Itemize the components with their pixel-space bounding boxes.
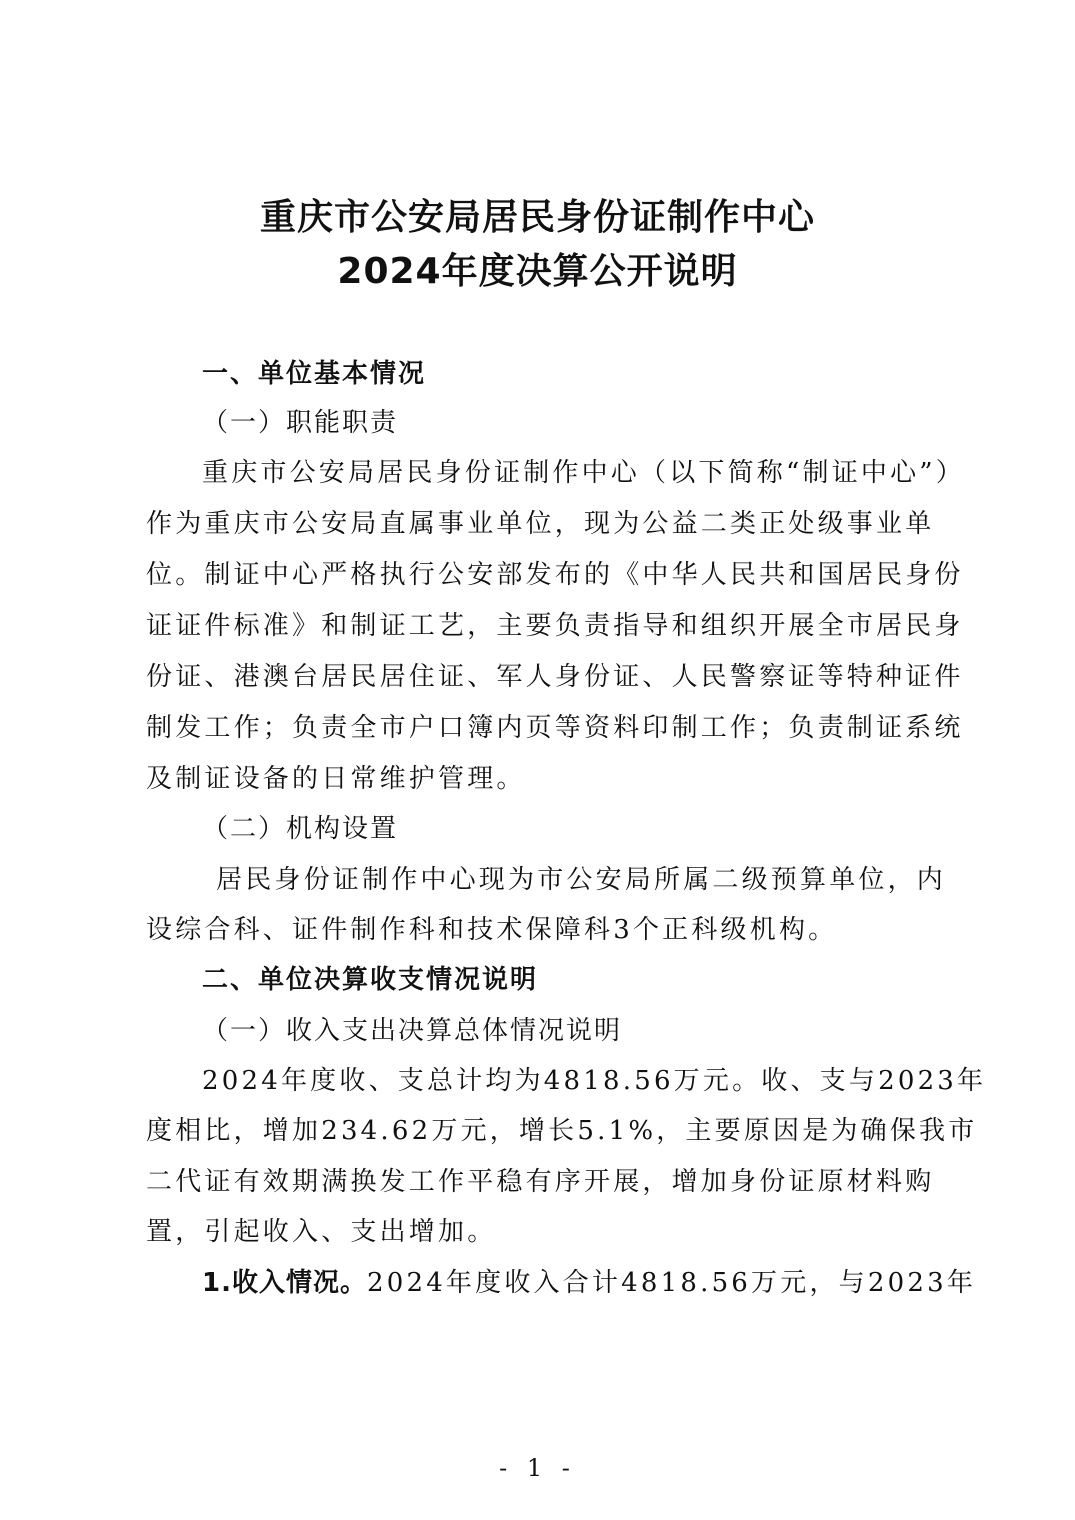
paragraph-line: 份证、港澳台居民居住证、军人身份证、人民警察证等特种证件 [146,662,964,692]
paragraph-line: 置，引起收入、支出增加。 [146,1217,497,1247]
section2-sub1-heading: （一）收入支出决算总体情况说明 [202,1016,623,1046]
section1-heading: 一、单位基本情况 [202,359,427,389]
paragraph-line: 及制证设备的日常维护管理。 [146,764,526,794]
paragraph-line: 证证件标准》和制证工艺，主要负责指导和组织开展全市居民身 [146,611,964,641]
paragraph-line: 作为重庆市公安局直属事业单位，现为公益二类正处级事业单 [146,509,935,539]
page-number: - 1 - [499,1454,576,1482]
paragraph-line: 二代证有效期满换发工作平稳有序开展，增加身份证原材料购 [146,1167,935,1197]
section1-sub2-heading: （二）机构设置 [202,814,399,844]
document-title-line2: 2024年度决算公开说明 [337,251,738,292]
paragraph-line: 位。制证中心严格执行公安部发布的《中华人民共和国居民身份 [146,560,964,590]
income-paragraph [202,1265,977,1301]
paragraph-line: 制发工作；负责全市户口簿内页等资料印制工作；负责制证系统 [146,713,964,743]
section1-sub1-heading: （一）职能职责 [202,408,399,438]
document-title-line1: 重庆市公安局居民身份证制作中心 [259,197,815,238]
paragraph-line: 重庆市公安局居民身份证制作中心（以下简称“制证中心”） [202,458,965,488]
paragraph-line: 度相比，增加234.62万元，增长5.1%，主要原因是为确保我市 [146,1116,978,1146]
paragraph-line: 设综合科、证件制作科和技术保障科3个正科级机构。 [146,915,838,945]
income-lead: 1.收入情况。 [202,1268,367,1298]
paragraph-line: 2024年度收、支总计均为4818.56万元。收、支与2023年 [202,1066,987,1096]
section2-heading: 二、单位决算收支情况说明 [202,965,539,995]
income-text: 2024年度收入合计4818.56万元，与2023年 [366,1268,977,1298]
paragraph-line: 居民身份证制作中心现为市公安局所属二级预算单位，内 [216,865,947,895]
